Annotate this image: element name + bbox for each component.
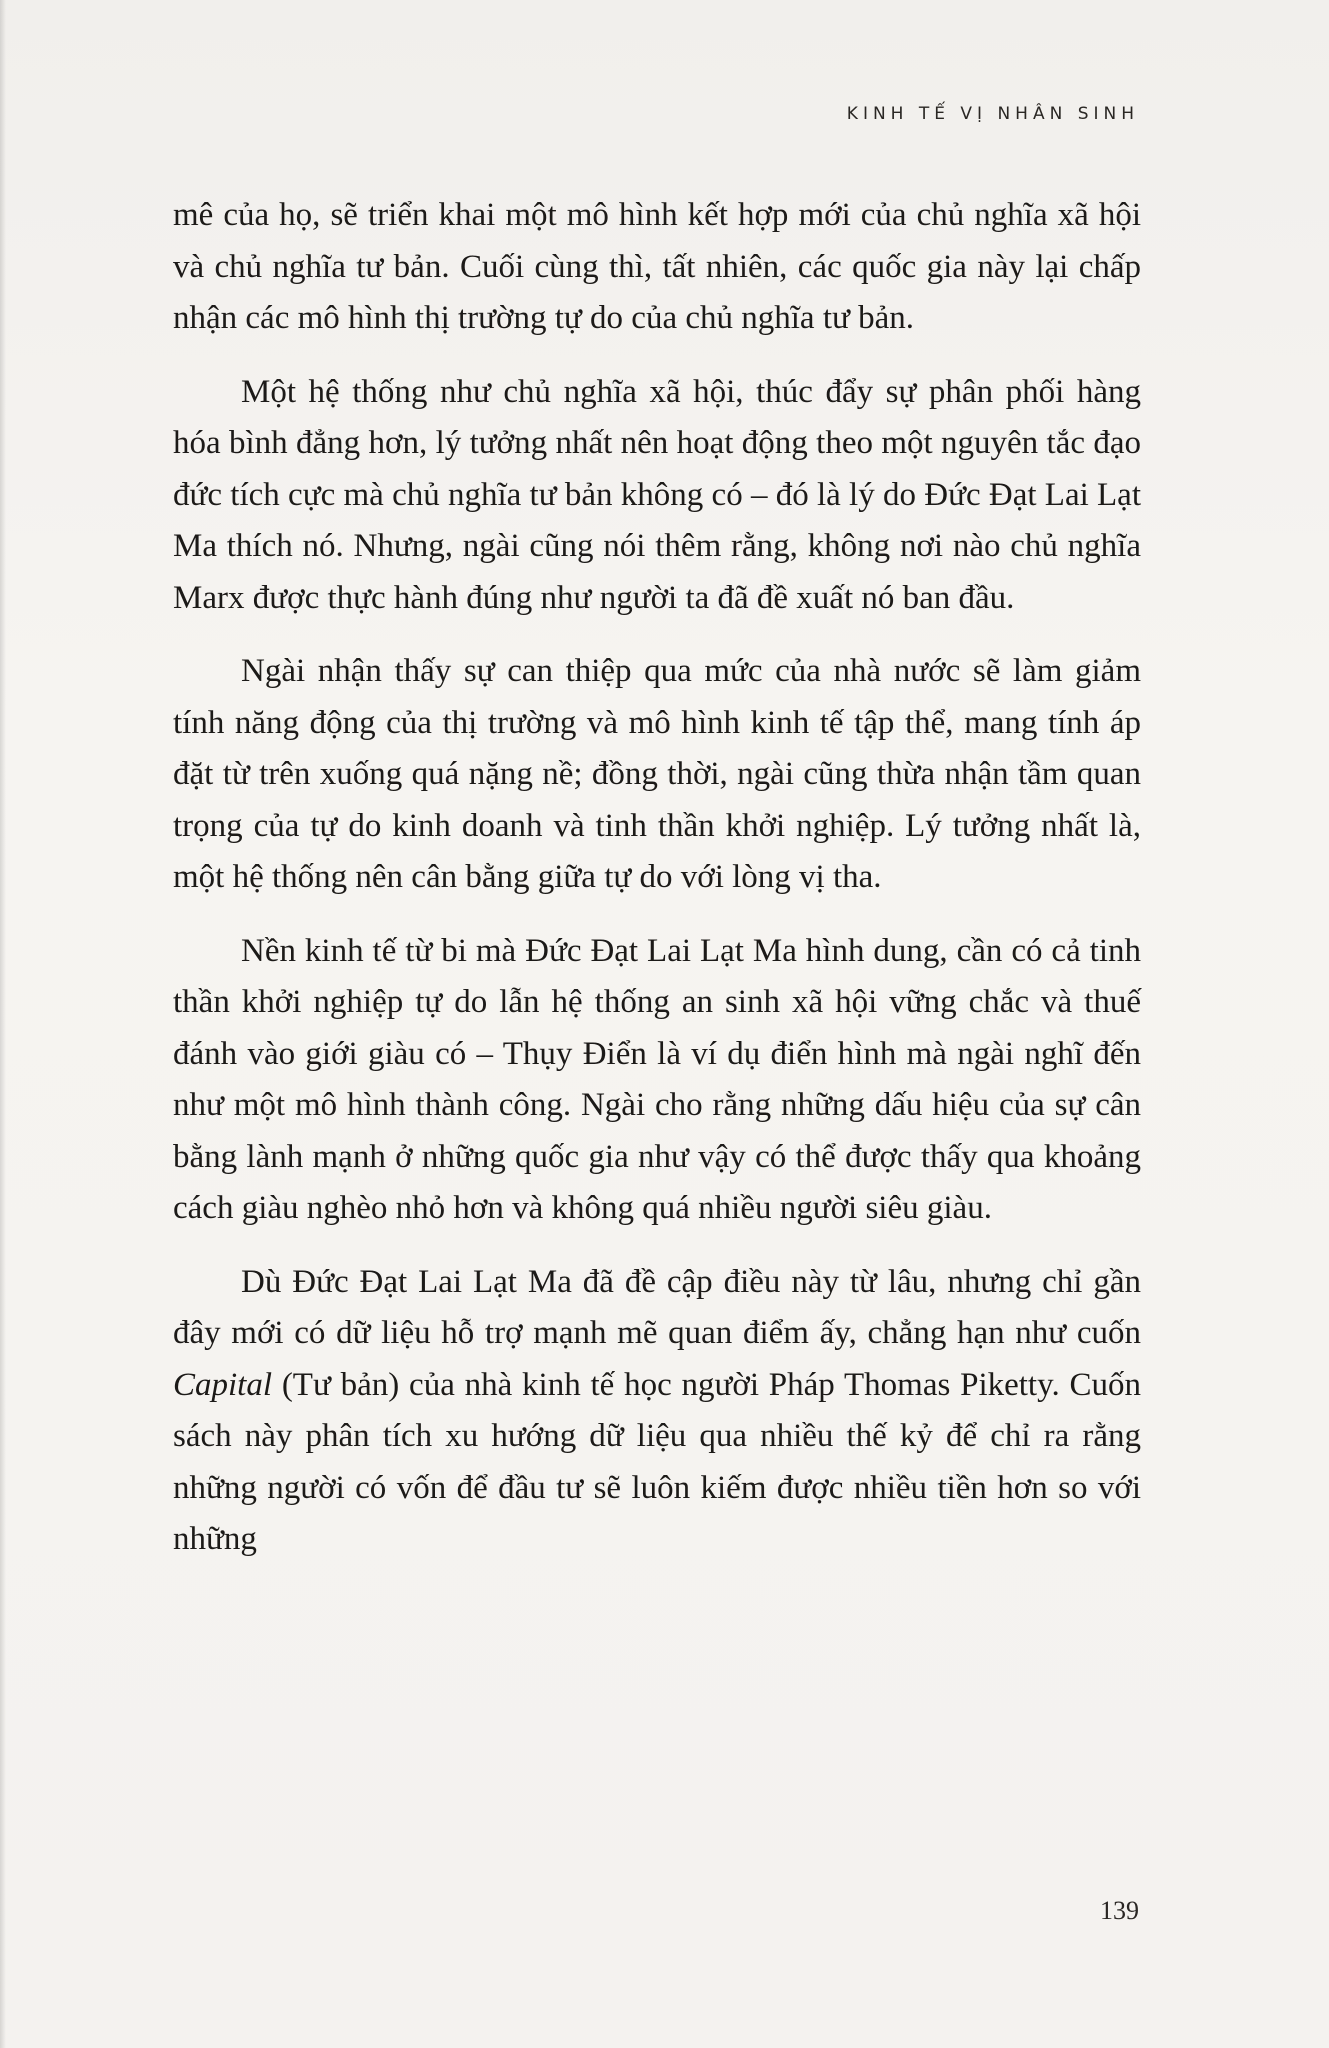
paragraph-4: Nền kinh tế từ bi mà Đức Đạt Lai Lạt Ma hình dung, cần có cả tinh thần khởi nghiệp tự do lẫn hệ thống an sinh xã hội vững chắc và thuế đánh vào giới giàu có – Thụy Điển là ví dụ điển hình mà ngài nghĩ đến như một mô hình thành công. Ngài cho rằng những dấu hiệu của sự cân bằng lành mạnh ở những quốc gia như vậy có thể được thấy qua khoảng cách giàu nghèo nhỏ hơn và không quá nhiều người siêu giàu. — [173, 932, 1141, 1226]
book-title-italic: Capital — [173, 1366, 273, 1403]
body-text — [173, 190, 1141, 1588]
paragraph-3: Ngài nhận thấy sự can thiệp qua mức của nhà nước sẽ làm giảm tính năng động của thị trường và mô hình kinh tế tập thể, mang tính áp đặt từ trên xuống quá nặng nề; đồng thời, ngài cũng thừa nhận tầm quan trọng của tự do kinh doanh và tinh thần khởi nghiệp. Lý tưởng nhất là, một hệ thống nên cân bằng giữa tự do với lòng vị tha. — [173, 653, 1141, 895]
paragraph-1: mê của họ, sẽ triển khai một mô hình kết hợp mới của chủ nghĩa xã hội và chủ nghĩa tư bản. Cuối cùng thì, tất nhiên, các quốc gia này lại chấp nhận các mô hình thị trường tự do của chủ nghĩa tư bản. — [173, 197, 1141, 336]
page-number: 139 — [1100, 1896, 1139, 1925]
page-edge-shadow — [0, 0, 6, 2048]
paragraph-2: Một hệ thống như chủ nghĩa xã hội, thúc đẩy sự phân phối hàng hóa bình đẳng hơn, lý tưởng nhất nên hoạt động theo một nguyên tắc đạo đức tích cực mà chủ nghĩa tư bản không có – đó là lý do Đức Đạt Lai Lạt Ma thích nó. Nhưng, ngài cũng nói thêm rằng, không nơi nào chủ nghĩa Marx được thực hành đúng như người ta đã đề xuất nó ban đầu. — [173, 373, 1141, 616]
paragraph-5: Dù Đức Đạt Lai Lạt Ma đã đề cập điều này từ lâu, nhưng chỉ gần đây mới có dữ liệu hỗ trợ mạnh mẽ quan điểm ấy, chẳng hạn như cuốn Capital (Tư bản) của nhà kinh tế học người Pháp Thomas Piketty. Cuốn sách này phân tích xu hướng dữ liệu qua nhiều thế kỷ để chỉ ra rằng những người có vốn để đầu tư sẽ luôn kiếm được nhiều tiền hơn so với những — [173, 1263, 1141, 1557]
running-header: KINH TẾ VỊ NHÂN SINH — [846, 104, 1139, 124]
